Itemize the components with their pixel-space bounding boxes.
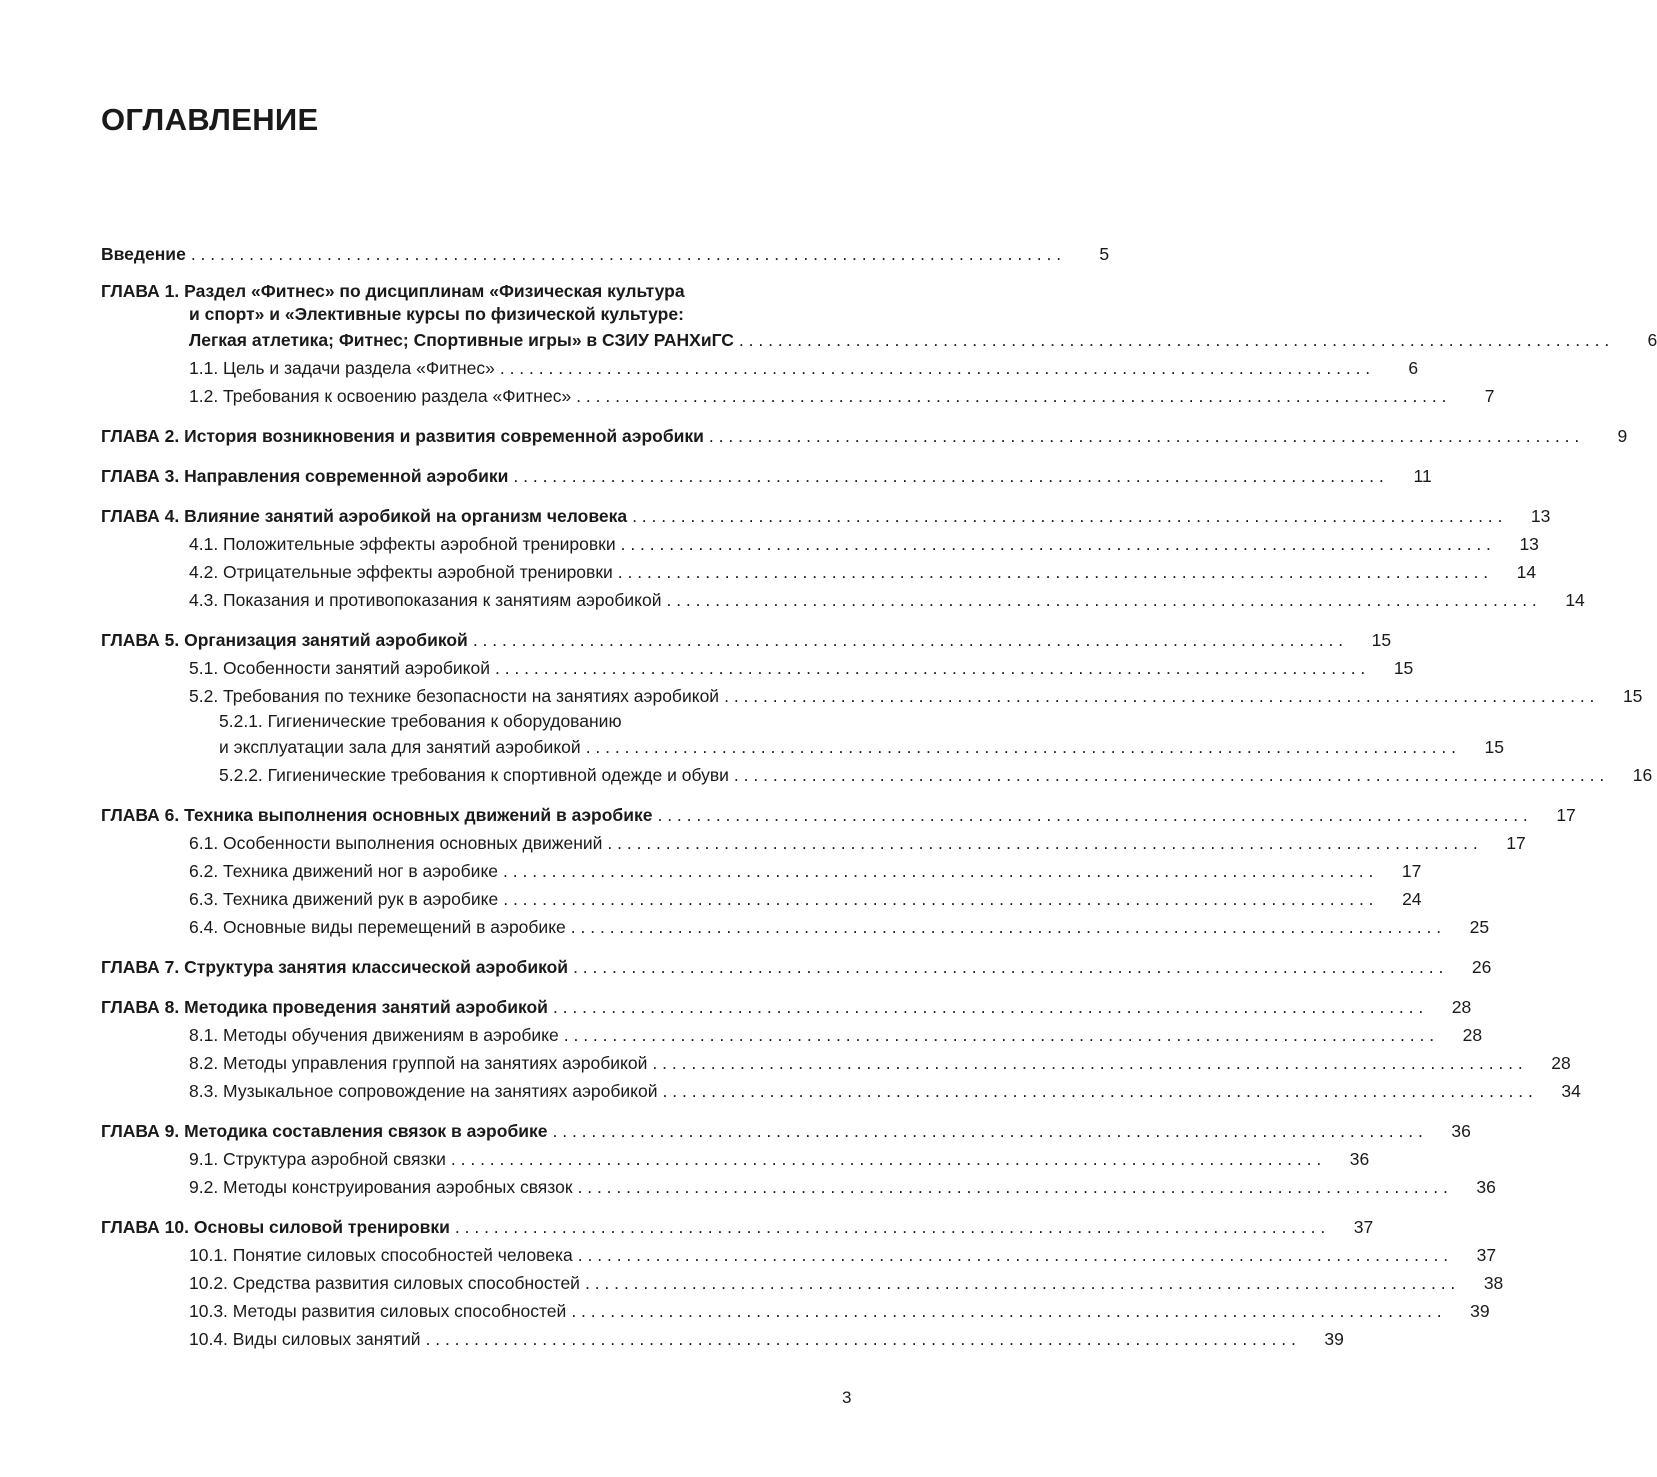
toc-page-number: 37 xyxy=(1353,1217,1374,1237)
toc-entry-section[interactable] xyxy=(101,654,1414,682)
toc-entry-text: 9.2. Методы конструирования аэробных связок xyxy=(189,1177,573,1197)
toc-entry-chapter-6[interactable] xyxy=(101,801,1576,829)
toc-entry-section[interactable] xyxy=(101,1297,1490,1325)
leader-dots xyxy=(734,761,1604,789)
leader-dots xyxy=(573,953,1443,981)
toc-page-number: 17 xyxy=(1556,805,1576,825)
toc-page-number: 36 xyxy=(1451,1121,1471,1141)
toc-page-number: 24 xyxy=(1402,889,1422,909)
toc-entry-chapter-3[interactable] xyxy=(101,462,1432,490)
toc-page-number: 15 xyxy=(1393,658,1414,678)
toc-entry-text: 4.1. Положительные эффекты аэробной тренировки xyxy=(189,534,616,554)
toc-entry-text: 8.2. Методы управления группой на занятиях аэробикой xyxy=(189,1053,648,1073)
toc-entry-text: 4.3. Показания и противопоказания к занятиям аэробикой xyxy=(189,590,662,610)
leader-dots xyxy=(586,733,1456,761)
toc-entry-text: 10.4. Виды силовых занятий xyxy=(189,1329,421,1349)
toc-entry-section[interactable] xyxy=(101,530,1539,558)
toc-entry-section[interactable] xyxy=(101,1269,1504,1297)
toc-entry-section[interactable] xyxy=(101,1021,1483,1049)
toc-page-number: 14 xyxy=(1516,562,1537,582)
leader-dots xyxy=(657,801,1527,829)
toc-entry-text: 10.3. Методы развития силовых способностей xyxy=(189,1301,567,1321)
toc-page-number: 34 xyxy=(1561,1081,1581,1101)
toc-page-number: 14 xyxy=(1565,590,1585,610)
toc-page-number: 15 xyxy=(1622,686,1643,706)
leader-dots xyxy=(576,382,1446,410)
leader-dots xyxy=(724,682,1594,710)
toc-entry-section[interactable] xyxy=(101,558,1537,586)
toc-page-number: 15 xyxy=(1484,737,1504,757)
toc-entry-line: и спорт» и «Элективные курсы по физической культуре: xyxy=(189,304,684,324)
toc-entry-text: 5.1. Особенности занятий аэробикой xyxy=(189,658,490,678)
toc-entry-text: 8.1. Методы обучения движениям в аэробике xyxy=(189,1025,559,1045)
toc-entry-section[interactable] xyxy=(101,885,1422,913)
toc-page-number: 28 xyxy=(1462,1025,1483,1045)
toc-entry-text: 1.2. Требования к освоению раздела «Фитнес» xyxy=(189,386,572,406)
toc-entry-text: ГЛАВА 9. Методика составления связок в аэробике xyxy=(101,1121,548,1141)
toc-entry-text: и эксплуатации зала для занятий аэробикой xyxy=(219,737,581,757)
leader-dots xyxy=(739,326,1609,354)
leader-dots xyxy=(663,1077,1533,1105)
leader-dots xyxy=(578,1241,1448,1269)
toc-entry-section[interactable] xyxy=(101,1077,1581,1105)
leader-dots xyxy=(455,1213,1325,1241)
toc-entry-text: ГЛАВА 5. Организация занятий аэробикой xyxy=(101,630,468,650)
toc-entry-text: 10.1. Понятие силовых способностей человека xyxy=(189,1245,573,1265)
toc-entry-section[interactable] xyxy=(101,382,1495,410)
toc-entry-text: 5.2. Требования по технике безопасности на занятиях аэробикой xyxy=(189,686,720,706)
page-folio-number: 3 xyxy=(842,1388,852,1407)
toc-entry-section[interactable] xyxy=(101,1049,1571,1077)
leader-dots xyxy=(564,1021,1434,1049)
toc-entry-subsection[interactable] xyxy=(101,761,1653,789)
toc-entry-text: ГЛАВА 3. Направления современной аэробики xyxy=(101,466,509,486)
toc-page-number: 5 xyxy=(1099,244,1110,264)
toc-entry-line: 5.2.1. Гигиенические требования к оборудованию xyxy=(219,711,622,731)
toc-entry-section[interactable] xyxy=(101,1173,1496,1201)
toc-page-number: 26 xyxy=(1471,957,1492,977)
leader-dots xyxy=(495,654,1365,682)
toc-page-number: 15 xyxy=(1371,630,1392,650)
toc-entry-text: 1.1. Цель и задачи раздела «Фитнес» xyxy=(189,358,495,378)
leader-dots xyxy=(585,1269,1455,1297)
toc-entry-chapter-9[interactable] xyxy=(101,1117,1471,1145)
toc-page-number: 6 xyxy=(1647,330,1657,350)
page-title: ОГЛАВЛЕНИЕ xyxy=(101,102,319,137)
toc-entry-text: ГЛАВА 6. Техника выполнения основных движений в аэробике xyxy=(101,805,653,825)
toc-entry-chapter-2[interactable] xyxy=(101,422,1628,450)
leader-dots xyxy=(666,586,1536,614)
toc-entry-text: ГЛАВА 7. Структура занятия классической аэробикой xyxy=(101,957,569,977)
toc-entry-section[interactable] xyxy=(101,1325,1344,1353)
leader-dots xyxy=(632,502,1502,530)
leader-dots xyxy=(426,1325,1296,1353)
toc-entry-subsection[interactable] xyxy=(101,710,1504,761)
leader-dots xyxy=(621,530,1491,558)
leader-dots xyxy=(513,462,1383,490)
toc-page-number: 36 xyxy=(1476,1177,1496,1197)
toc-entry-text: 6.1. Особенности выполнения основных движений xyxy=(189,833,603,853)
toc-entry-text: 8.3. Музыкальное сопровождение на занятиях аэробикой xyxy=(189,1081,658,1101)
toc-entry-text: 6.3. Техника движений рук в аэробике xyxy=(189,889,499,909)
toc-page-number: 7 xyxy=(1484,386,1495,406)
toc-entry-section[interactable] xyxy=(101,682,1643,710)
leader-dots xyxy=(571,913,1441,941)
toc-entry-intro[interactable] xyxy=(101,240,1110,268)
toc-entry-chapter-5[interactable] xyxy=(101,626,1392,654)
leader-dots xyxy=(618,558,1488,586)
toc-page-number: 13 xyxy=(1530,506,1551,526)
toc-entry-section[interactable] xyxy=(101,857,1422,885)
toc-page-number: 25 xyxy=(1469,917,1490,937)
toc-entry-section[interactable] xyxy=(101,913,1490,941)
toc-entry-chapter-10[interactable] xyxy=(101,1213,1374,1241)
toc-entry-chapter-4[interactable] xyxy=(101,502,1551,530)
leader-dots xyxy=(709,422,1579,450)
toc-entry-line: ГЛАВА 1. Раздел «Фитнес» по дисциплинам «Физическая культура xyxy=(101,281,685,301)
toc-entry-text: 6.4. Основные виды перемещений в аэробике xyxy=(189,917,566,937)
toc-entry-section[interactable] xyxy=(101,354,1419,382)
toc-page-number: 6 xyxy=(1408,358,1419,378)
leader-dots xyxy=(553,993,1423,1021)
leader-dots xyxy=(503,857,1373,885)
toc-entry-text: 10.2. Средства развития силовых способностей xyxy=(189,1273,580,1293)
toc-page-number: 16 xyxy=(1632,765,1653,785)
toc-entry-text: Легкая атлетика; Фитнес; Спортивные игры» в СЗИУ РАНХиГС xyxy=(189,330,734,350)
leader-dots xyxy=(191,240,1061,268)
toc-entry-chapter-8[interactable] xyxy=(101,993,1472,1021)
leader-dots xyxy=(652,1049,1522,1077)
toc-entry-text: ГЛАВА 10. Основы силовой тренировки xyxy=(101,1217,450,1237)
toc-page-number: 37 xyxy=(1476,1245,1497,1265)
table-of-contents xyxy=(101,240,1657,1353)
toc-entry-text: Введение xyxy=(101,244,186,264)
leader-dots xyxy=(578,1173,1448,1201)
toc-page-number: 17 xyxy=(1401,861,1422,881)
leader-dots xyxy=(571,1297,1441,1325)
toc-entry-text: 9.1. Структура аэробной связки xyxy=(189,1149,446,1169)
toc-entry-text: 6.2. Техника движений ног в аэробике xyxy=(189,861,499,881)
leader-dots xyxy=(607,829,1477,857)
toc-entry-text: ГЛАВА 8. Методика проведения занятий аэробикой xyxy=(101,997,548,1017)
toc-entry-section[interactable] xyxy=(101,1241,1497,1269)
toc-entry-section[interactable] xyxy=(101,1145,1370,1173)
toc-entry-section[interactable] xyxy=(101,586,1585,614)
toc-page-number: 9 xyxy=(1617,426,1628,446)
toc-page-number: 38 xyxy=(1483,1273,1504,1293)
toc-page-number: 17 xyxy=(1506,833,1526,853)
toc-entry-text: 4.2. Отрицательные эффекты аэробной тренировки xyxy=(189,562,613,582)
toc-entry-text: ГЛАВА 2. История возникновения и развития современной аэробики xyxy=(101,426,704,446)
toc-entry-text: 5.2.2. Гигиенические требования к спортивной одежде и обуви xyxy=(219,765,729,785)
leader-dots xyxy=(473,626,1343,654)
leader-dots xyxy=(500,354,1370,382)
toc-entry-chapter-7[interactable] xyxy=(101,953,1492,981)
leader-dots xyxy=(503,885,1373,913)
leader-dots xyxy=(553,1117,1423,1145)
toc-page-number: 13 xyxy=(1519,534,1539,554)
toc-entry-chapter-1[interactable] xyxy=(101,280,1657,354)
toc-entry-text: ГЛАВА 4. Влияние занятий аэробикой на организм человека xyxy=(101,506,628,526)
toc-page-number: 39 xyxy=(1324,1329,1344,1349)
toc-page-number: 39 xyxy=(1470,1301,1490,1321)
toc-page-number: 28 xyxy=(1551,1053,1571,1073)
toc-page-number: 28 xyxy=(1451,997,1472,1017)
leader-dots xyxy=(451,1145,1321,1173)
toc-page-number: 11 xyxy=(1413,466,1432,486)
toc-entry-section[interactable] xyxy=(101,829,1526,857)
toc-page-number: 36 xyxy=(1349,1149,1370,1169)
